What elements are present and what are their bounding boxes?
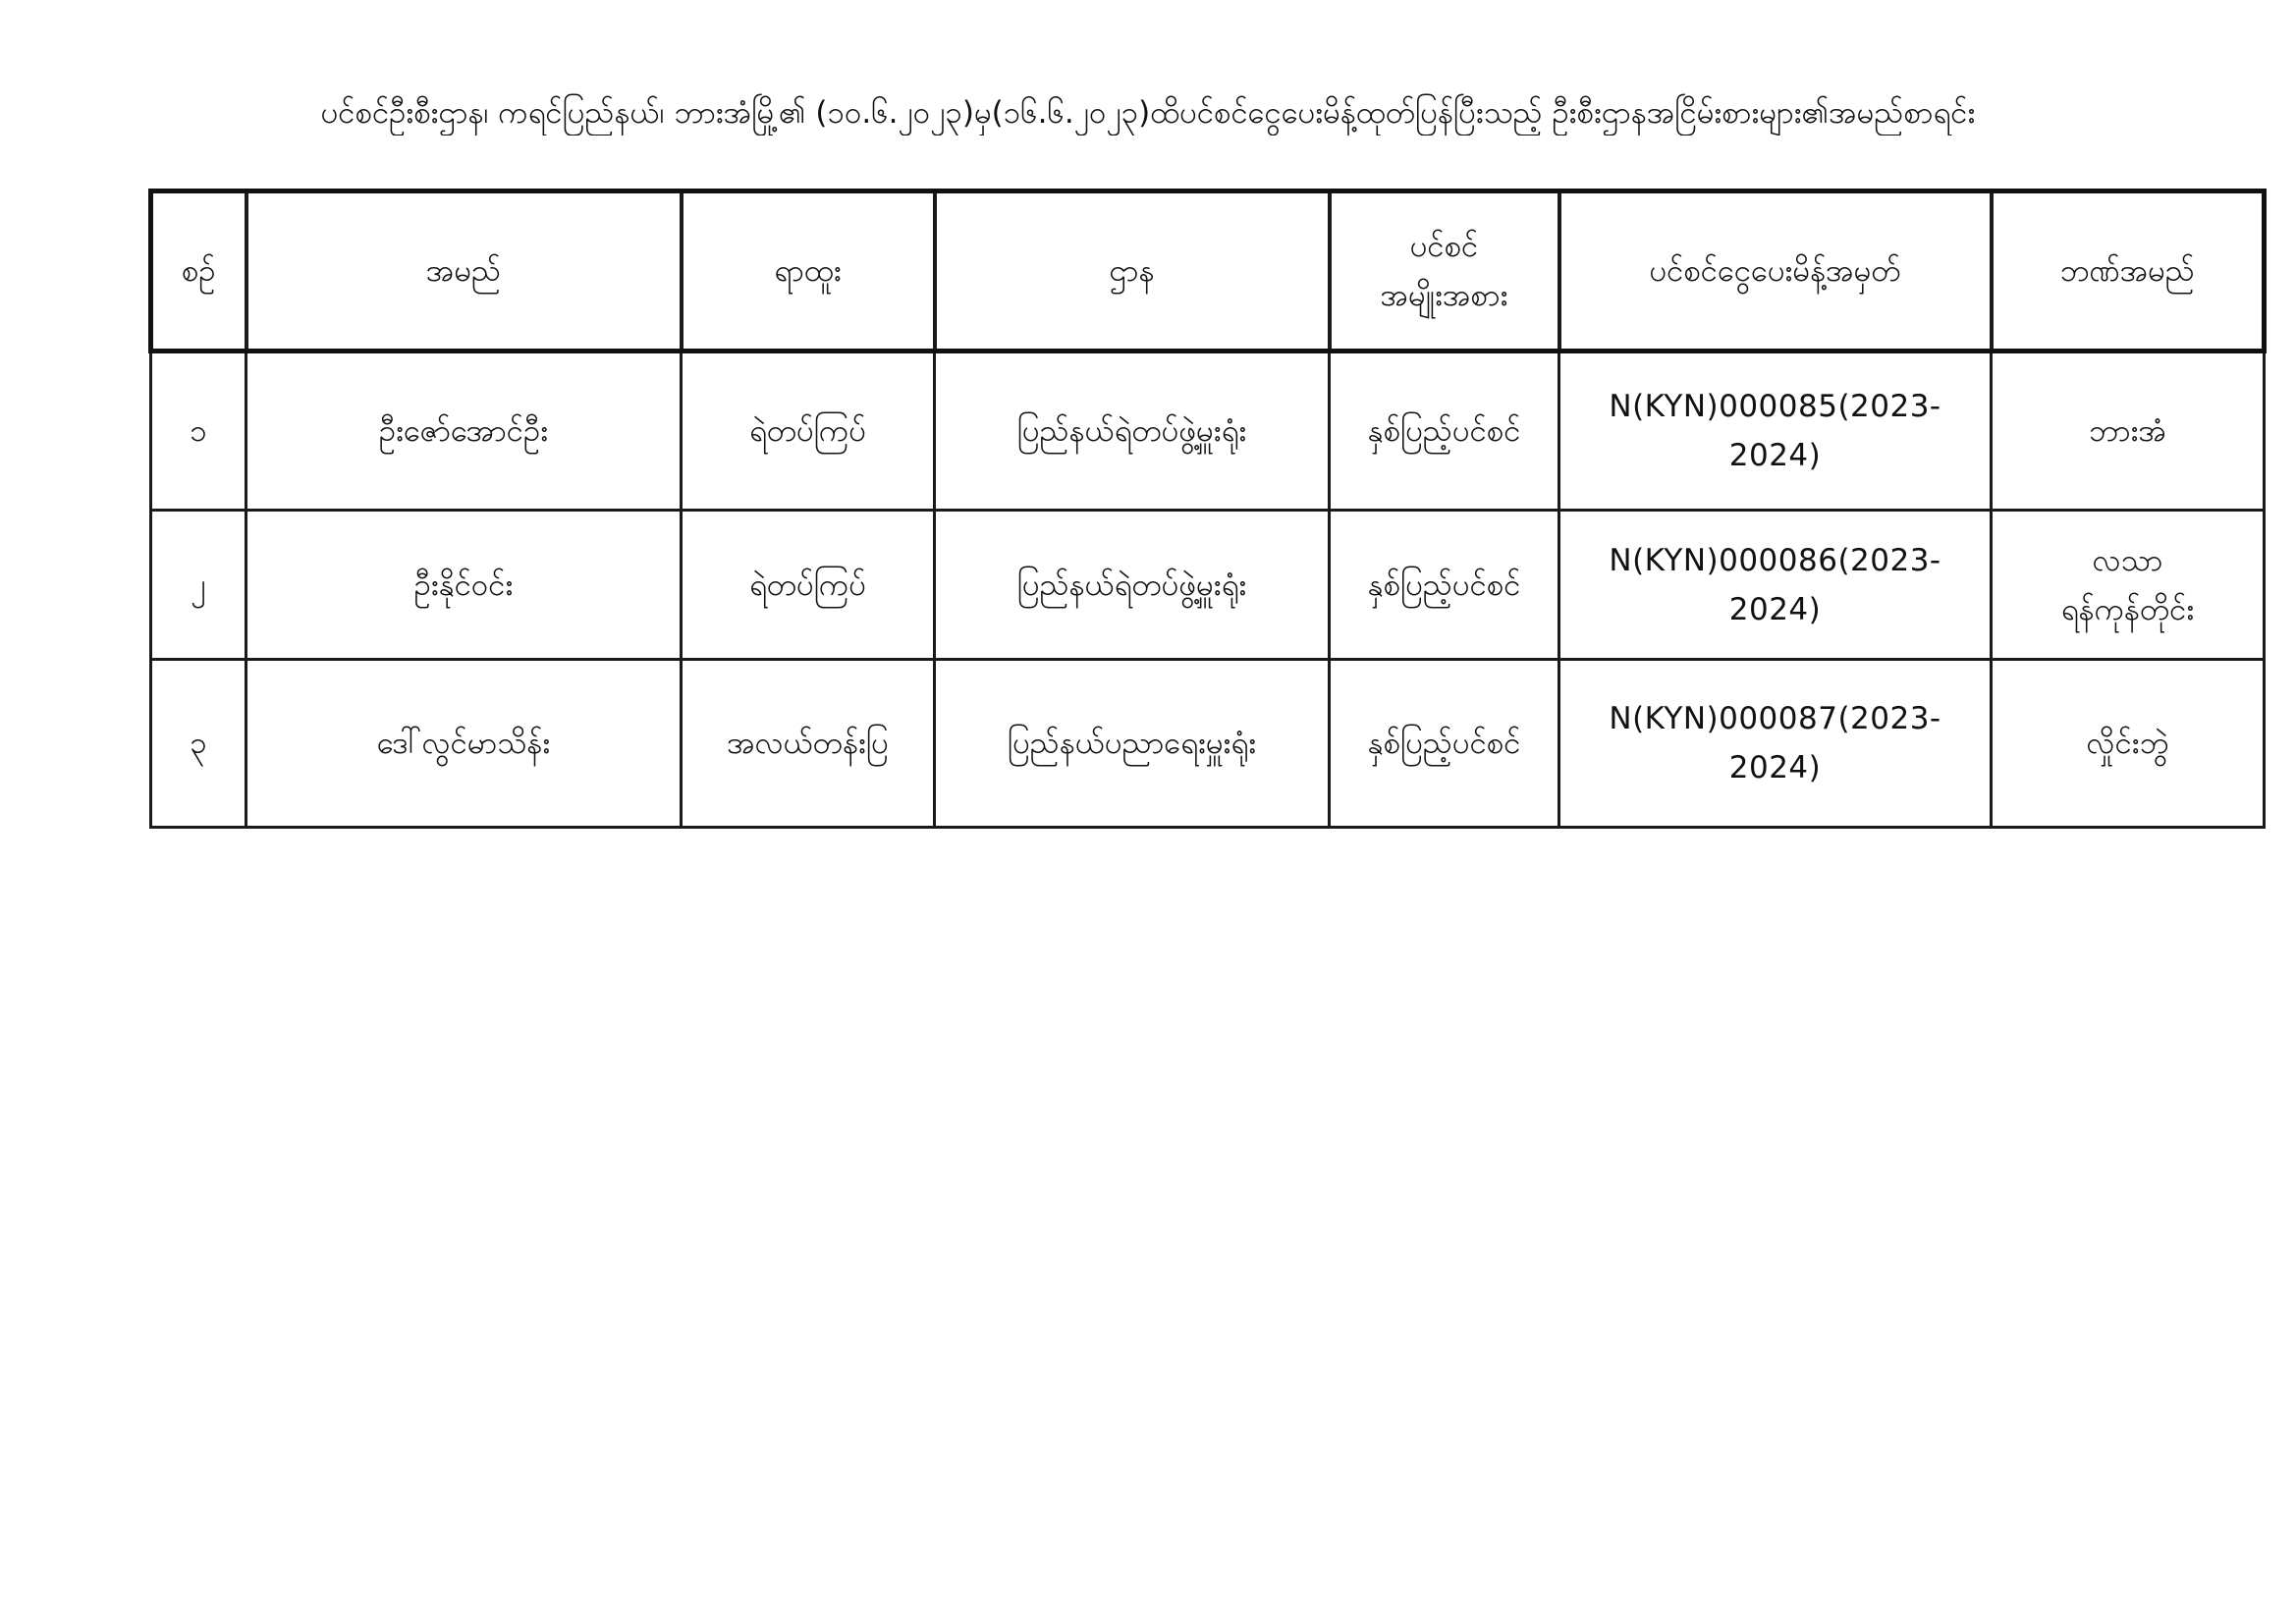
cell-bank-line1: လှိုင်းဘွဲ [2086,726,2169,761]
cell-serial: ၃ [151,660,246,828]
cell-name: ဦးဇော်အောင်ဦး [246,352,682,511]
cell-order-no: N(KYN)000085(2023-2024) [1559,352,1992,511]
cell-bank-line1: ဘားအံ [2089,413,2166,449]
header-serial: စဉ် [151,191,246,352]
cell-rank: ရဲတပ်ကြပ် [682,352,935,511]
cell-pension-type: နှစ်ပြည့်ပင်စင် [1330,511,1559,660]
header-department: ဌာန [935,191,1330,352]
cell-department: ပြည်နယ်ရဲတပ်ဖွဲ့မှူးရုံး [935,352,1330,511]
cell-serial: ၂ [151,511,246,660]
document-title: ပင်စင်ဦးစီးဌာန၊ ကရင်ပြည်နယ်၊ ဘားအံမြို့၏ (၁၀.၆.၂၀၂၃)မှ(၁၆.၆.၂၀၂၃)ထိပင်စင်ငွေပေးမိန့်ထုတ်ပြန်ပြီးသည့် ဦးစီးဌာနအငြိမ်းစားများ၏အမည်စာရင်း [320,95,1976,131]
cell-department: ပြည်နယ်ရဲတပ်ဖွဲ့မှူးရုံး [935,511,1330,660]
pensioner-table [148,189,2267,829]
cell-bank [1992,511,2265,660]
table-header-row [151,191,2265,352]
cell-bank [1992,352,2265,511]
cell-bank [1992,660,2265,828]
cell-order-no: N(KYN)000086(2023-2024) [1559,511,1992,660]
cell-name: ဒေါ်လွင်မာသိန်း [246,660,682,828]
header-pension-type-line1: ပင်စင် [1409,229,1479,264]
table-row [151,511,2265,660]
table-row [151,660,2265,828]
cell-bank-line1: လသာ [2092,542,2163,578]
table-row [151,352,2265,511]
header-bank: ဘဏ်အမည် [1992,191,2265,352]
header-order-no: ပင်စင်ငွေပေးမိန့်အမှတ် [1559,191,1992,352]
cell-bank-line2: ရန်ကုန်တိုင်း [2060,591,2195,627]
cell-department: ပြည်နယ်ပညာရေးမှူးရုံး [935,660,1330,828]
cell-rank: ရဲတပ်ကြပ် [682,511,935,660]
cell-order-no: N(KYN)000087(2023-2024) [1559,660,1992,828]
header-rank: ရာထူး [682,191,935,352]
cell-pension-type: နှစ်ပြည့်ပင်စင် [1330,352,1559,511]
cell-name: ဦးနိုင်ဝင်း [246,511,682,660]
cell-pension-type: နှစ်ပြည့်ပင်စင် [1330,660,1559,828]
cell-rank: အလယ်တန်းပြ [682,660,935,828]
cell-serial: ၁ [151,352,246,511]
header-pension-type [1330,191,1559,352]
header-pension-type-line2: အမျိုးအစား [1380,278,1508,313]
header-name: အမည် [246,191,682,352]
